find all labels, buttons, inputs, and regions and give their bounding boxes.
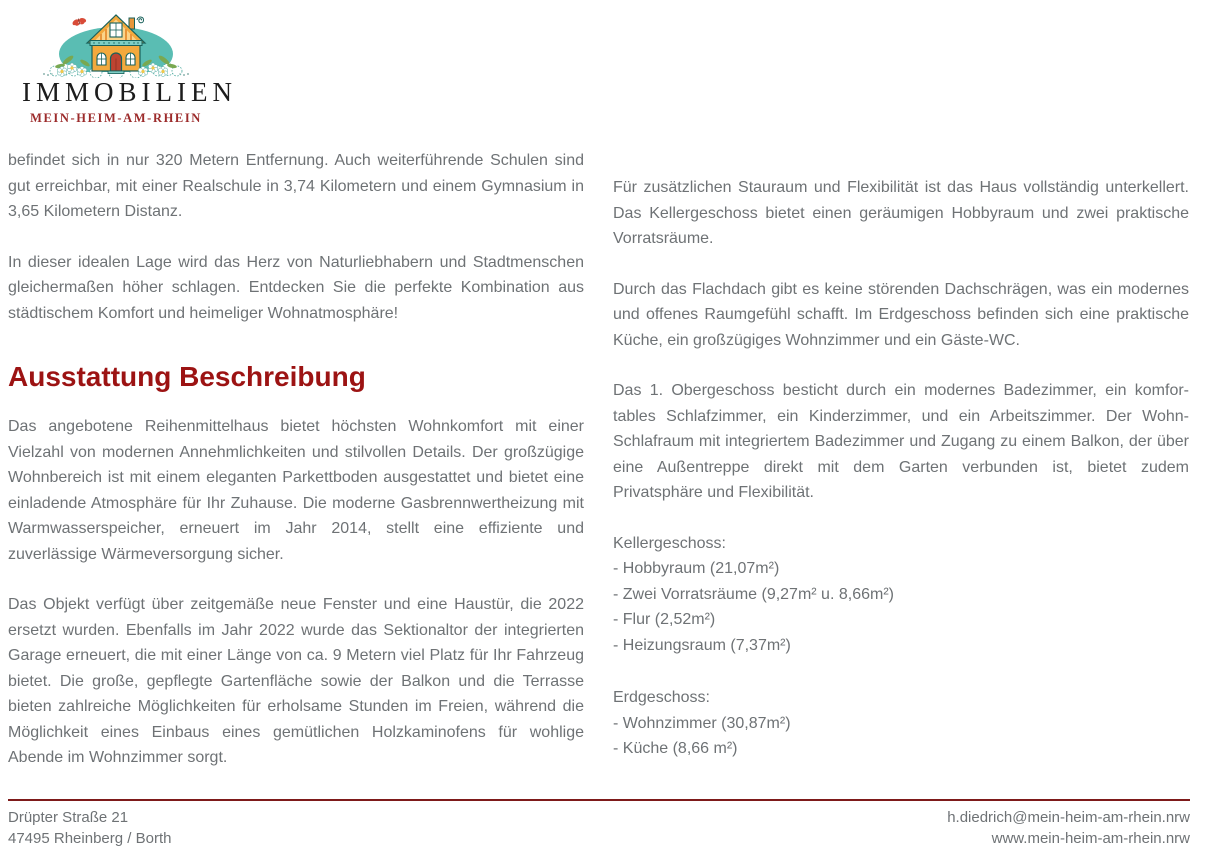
footer-address [8, 808, 171, 849]
room-list-item: - Küche (8,66 m²) [613, 740, 738, 757]
floor-label-basement: Kellergeschoss: [613, 534, 726, 552]
section-heading-ausstattung: Ausstattung Beschreibung [8, 361, 366, 392]
logo-title: IMMOBILIEN [22, 77, 237, 107]
paragraph-windows-garage-garden: Das Objekt verfügt über zeitgemäße neue Fenster und eine Haustür, die 2022 ersetzt wurden. Ebenfalls im Jahr 2022 wurde das Sektionaltor der integrierten Garage erneuert, die mit einer Länge von ca. 9 Metern viel Platz für Ihr Fahrzeug bietet. Die große, gepflegte Gartenfläche sowie der Balkon und die Terrasse bieten zahlreiche Möglichkeiten für erholsame Stunden im Freien, während die Möglichkeit eines Einbaus eines gemütlichen Holzkaminofens für wohlige Abende im Wohnzimmer sorgt. [8, 596, 584, 766]
house-logo-icon [41, 12, 191, 78]
document-body [8, 148, 1190, 789]
smoke-curl-icon [137, 17, 144, 23]
footer-email: h.diedrich@mein-heim-am-rhein.nrw [947, 809, 1190, 826]
footer-address-street: Drüpter Straße 21 [8, 809, 129, 826]
footer-divider [8, 799, 1190, 801]
logo-subtitle: MEIN-HEIM-AM-RHEIN [30, 111, 202, 125]
house-illustration [87, 15, 145, 74]
room-list-item: - Heizungsraum (7,37m²) [613, 636, 791, 654]
paragraph-interior-features: Das angebotene Reihenmittelhaus bietet höchsten Wohnkomfort mit einer Vielzahl von modernen Annehmlichkeiten und stilvollen Details. Der großzügige Wohnbereich ist mit einem eleganten Parkettboden ausgestattet und bietet eine einladende Atmosphäre für Ihr Zuhause. Die moderne Gasbrennwertheizung mit Warmwasserspeicher, erneuert im Jahr 2014, stellt eine effiziente und zuverlässige Wärmeversorgung sicher. [8, 418, 584, 563]
paragraph-upper-floor: Das 1. Obergeschoss besticht durch ein modernes Badezimmer, ein komfortables Schlafzimmer, ein Kinderzimmer, und ein Arbeitszimmer. Der Wohn-Schlafraum mit integriertem Badezimmer und Zugang zu einem Balkon, der über eine Außentreppe direkt mit dem Garten verbunden ist, bietet zudem Privatsphäre und Flexibilität. [613, 382, 1189, 501]
paragraph-schools-distance: befindet sich in nur 320 Metern Entfernung. Auch weiterführende Schulen sind gut erreichbar, mit einer Realschule in 3,74 Kilometern und einem Gymnasium in 3,65 Kilometern Distanz. [8, 152, 584, 220]
room-list-item: - Hobbyraum (21,07m²) [613, 560, 780, 577]
room-list-item: - Zwei Vorratsräume (9,27m² u. 8,66m²) [613, 585, 894, 603]
footer-address-city: 47495 Rheinberg / Borth [8, 829, 172, 847]
footer-website: www.mein-heim-am-rhein.nrw [991, 829, 1190, 847]
footer-contact [947, 808, 1190, 849]
ground-floor-rooms-list [613, 685, 1189, 762]
room-list-item: - Wohnzimmer (30,87m²) [613, 714, 791, 732]
page-footer [8, 808, 1190, 849]
floor-label-ground-floor: Erdgeschoss: [613, 689, 710, 706]
paragraph-ideal-location: In dieser idealen Lage wird das Herz von Naturliebhabern und Stadtmenschen gleichermaßen höher schlagen. Entdecken Sie die perfekte Kombination aus städtischem Komfort und heimeliger Wohnatmosphäre! [8, 253, 584, 322]
basement-rooms-list [613, 531, 1189, 659]
paragraph-flat-roof-ground-floor: Durch das Flachdach gibt es keine störenden Dachschrägen, was ein modernes und offenes Raumgefühl schafft. Im Erdgeschoss befinden sich eine praktische Küche, ein großzügiges Wohnzimmer und ein Gäste-WC. [613, 280, 1189, 349]
room-list-item: - Flur (2,52m²) [613, 611, 716, 628]
butterfly-icon [71, 16, 88, 27]
left-column [8, 148, 584, 789]
right-column [613, 148, 1189, 789]
paragraph-basement-intro: Für zusätzlichen Stauraum und Flexibilität ist das Haus vollständig unterkellert. Das Kellergeschoss bietet einen geräumigen Hobbyraum und zwei praktische Vorratsräume. [613, 179, 1189, 247]
company-logo [22, 12, 237, 126]
